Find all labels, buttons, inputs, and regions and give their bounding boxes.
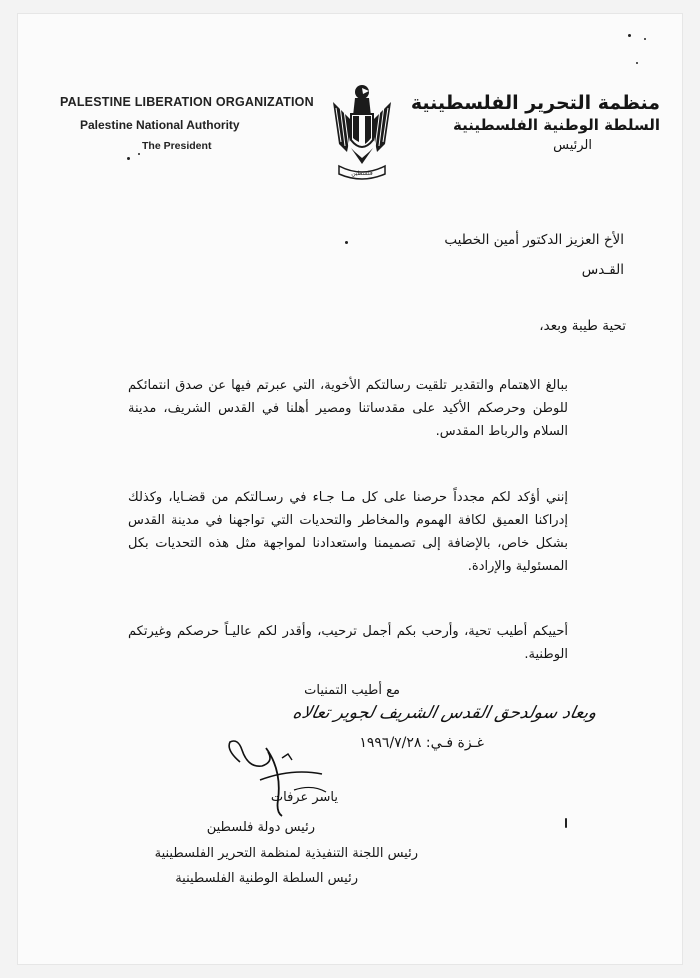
letter-date: غـزة فـي: ١٩٩٦/٧/٢٨ [359, 735, 484, 751]
english-organization: PALESTINE LIBERATION ORGANIZATION [60, 95, 314, 109]
arabic-authority: السلطة الوطنية الفلسطينية [453, 116, 660, 134]
handwritten-note: وبعاد سولدحق القدس الشريف لجوير تعالاه [290, 703, 599, 723]
letter-paragraph-3: أحييكم أطيب تحية، وأرحب بكم أجمل ترحيب، وأقدر لكم عاليـاً حرصكم وغيرتكم الوطنية. [128, 624, 568, 662]
arabic-office: الرئيس [553, 138, 592, 153]
letter-greeting: تحية طيبة وبعد، [539, 318, 626, 334]
letter-addressee: الأخ العزيز الدكتور أمين الخطيب [444, 232, 624, 248]
english-authority: Palestine National Authority [80, 118, 240, 132]
ink-speck [345, 241, 348, 244]
letter-paragraph-2: إنني أؤكد لكم مجدداً حرصنا على كل مـا جـاء في رسـالتكم من قضـايا، وكذلك إدراكنا العميق لكافة الهموم والمخاطر والتحديات التي تواجهنا في مدينة القدس بشكل خاص، بالإضافة إلى تصميمنا واستعدادنا لمواجهة مثل هذه التحديات بكل المسئولية والإرادة. [128, 490, 568, 574]
signatory-title-2: رئيس اللجنة التنفيذية لمنظمة التحرير الفلسطينية [154, 846, 418, 861]
emblem-label: فلسطين [351, 170, 373, 177]
arabic-organization: منظمة التحرير الفلسطينية [410, 92, 660, 114]
english-office: The President [142, 140, 212, 152]
signatory-title-1: رئيس دولة فلسطين [206, 820, 315, 835]
ink-speck [636, 62, 638, 64]
signatory-title-3: رئيس السلطة الوطنية الفلسطينية [175, 871, 358, 886]
ink-speck [127, 157, 130, 160]
ink-speck [138, 153, 140, 155]
letter-city: القـدس [581, 262, 624, 278]
ink-speck [628, 34, 631, 37]
letter-paragraph-1: ببالغ الاهتمام والتقدير تلقيت رسالتكم الأخوية، التي عبرتم فيها عن صدق انتمائكم للوطن وحرصكم الأكيد على مقدساتنا ومصير أهلنا في القدس الشريف، مدينة السلام والرباط المقدس. [128, 378, 568, 439]
eagle-emblem-icon [325, 82, 399, 186]
handwritten-signature [222, 740, 352, 820]
signatory-name: ياسر عرفات [270, 790, 338, 805]
ink-speck [565, 818, 567, 828]
letter-closing: مع أطيب التمنيات [304, 683, 400, 698]
ink-speck [644, 38, 646, 40]
